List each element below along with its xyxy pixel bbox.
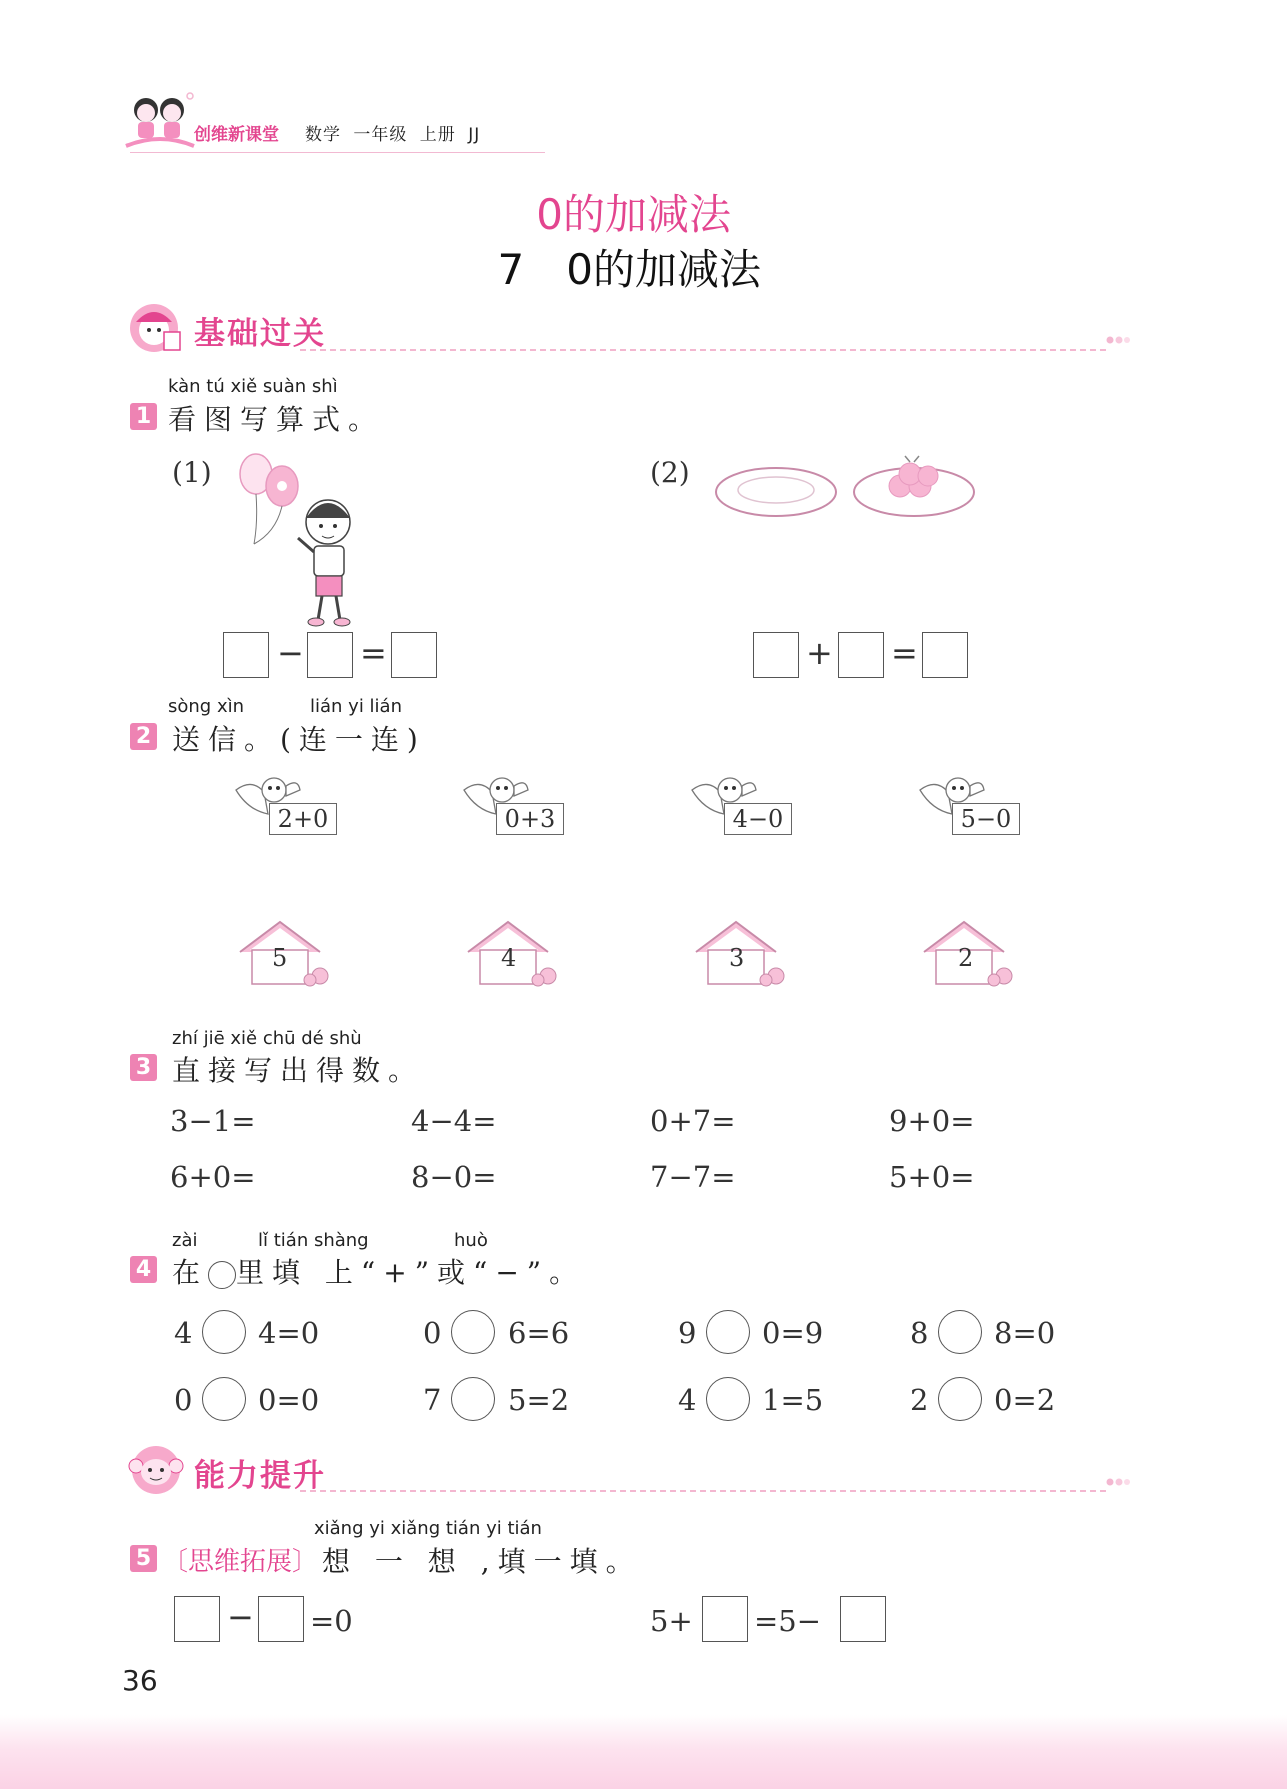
q4-right-expr: 0=2: [994, 1383, 1056, 1417]
q4-left-operand: 9: [678, 1316, 697, 1350]
q5-answer-box-3[interactable]: [702, 1596, 748, 1642]
house-number-3[interactable]: 3: [729, 944, 745, 972]
q4-left-operand: 4: [174, 1316, 193, 1350]
section-basic-divider: [300, 349, 1106, 351]
plates-with-peaches-picture: [714, 452, 978, 524]
q1-number-badge: 1: [130, 403, 157, 430]
q1-minus-sign: −: [277, 634, 304, 672]
q1-part1-label: (1): [172, 456, 212, 489]
q4-right-expr: 4=0: [258, 1316, 320, 1350]
envelope-2[interactable]: 0+3: [496, 803, 564, 835]
q4-left-operand: 0: [174, 1383, 193, 1417]
decor-dots-icon: [1106, 334, 1132, 346]
q3-expression[interactable]: 3−1=: [170, 1104, 256, 1138]
q2-pinyin-a: sòng xìn: [168, 696, 245, 717]
lesson-title: 7 0的加减法: [497, 245, 761, 294]
q5-equals-zero: =0: [310, 1604, 353, 1638]
q4-question-part-b: 里填 上“+”或“−”。: [236, 1256, 586, 1289]
q4-circle-glyph: [208, 1261, 236, 1289]
house-number-2[interactable]: 4: [501, 944, 517, 972]
monkey-mascot-icon: [128, 1444, 184, 1496]
q4-operator-circle[interactable]: [706, 1377, 750, 1421]
section-advanced-divider: [300, 1490, 1106, 1492]
q3-question: 直接写出得数。: [172, 1054, 425, 1087]
page-number: 36: [122, 1664, 158, 1697]
book-info: 数学 一年级 上册 JJ: [305, 125, 481, 145]
q4-question: [172, 1251, 585, 1291]
q4-left-operand: 8: [910, 1316, 929, 1350]
q1-plus-sign: +: [806, 634, 833, 672]
envelope-1[interactable]: 2+0: [269, 803, 337, 835]
q4-right-expr: 0=9: [762, 1316, 824, 1350]
house-number-1[interactable]: 5: [272, 944, 288, 972]
q1-equals-sign: =: [360, 634, 387, 672]
q4-right-expr: 0=0: [258, 1383, 320, 1417]
q1-part2-equals-sign: =: [891, 634, 918, 672]
q5-expr-left: 5+: [650, 1604, 693, 1638]
q4-pinyin-a: zài: [172, 1230, 198, 1251]
q3-number-badge: 3: [130, 1054, 157, 1081]
q3-expression[interactable]: 5+0=: [889, 1160, 975, 1194]
q5-pinyin: xiǎng yi xiǎng tián yi tián: [314, 1518, 542, 1539]
kids-mascot-logo: [124, 88, 196, 154]
q3-expression[interactable]: 6+0=: [170, 1160, 256, 1194]
q4-operator-circle[interactable]: [938, 1377, 982, 1421]
q4-operator-circle[interactable]: [202, 1310, 246, 1354]
q4-operator-circle[interactable]: [451, 1310, 495, 1354]
q1-pinyin: kàn tú xiě suàn shì: [168, 376, 338, 397]
q4-right-expr: 6=6: [508, 1316, 570, 1350]
q1-part2-answer-box-3[interactable]: [922, 632, 968, 678]
q2-question: 送信。(连一连): [172, 723, 426, 756]
q5-tag: 〔思维拓展〕: [162, 1547, 319, 1577]
section-advanced-title: 能力提升: [194, 1458, 326, 1494]
boy-with-balloons-picture: [236, 452, 376, 630]
q1-answer-box-3[interactable]: [391, 632, 437, 678]
decor-dots-icon: [1106, 1476, 1132, 1488]
q4-left-operand: 2: [910, 1383, 929, 1417]
q3-expression[interactable]: 4−4=: [411, 1104, 497, 1138]
q4-question-part-a: 在: [172, 1256, 209, 1289]
q3-expression[interactable]: 7−7=: [650, 1160, 736, 1194]
footer-band: [0, 1715, 1287, 1789]
q1-question: 看图写算式。: [168, 403, 385, 436]
q1-answer-box-1[interactable]: [223, 632, 269, 678]
q2-number-badge: 2: [130, 723, 157, 750]
q4-right-expr: 1=5: [762, 1383, 824, 1417]
q4-left-operand: 0: [423, 1316, 442, 1350]
q3-expression[interactable]: 9+0=: [889, 1104, 975, 1138]
unit-title: 0的加减法: [536, 190, 731, 239]
q5-question: 想 一 想 ,填一填。: [322, 1545, 642, 1578]
q4-right-expr: 8=0: [994, 1316, 1056, 1350]
q4-left-operand: 7: [423, 1383, 442, 1417]
envelope-4[interactable]: 5−0: [952, 803, 1020, 835]
brand-name: 创维新课堂: [194, 125, 279, 145]
q5-expr-right: =5−: [754, 1604, 822, 1638]
q3-expression[interactable]: 0+7=: [650, 1104, 736, 1138]
q3-pinyin: zhí jiē xiě chū dé shù: [172, 1028, 362, 1049]
q4-operator-circle[interactable]: [706, 1310, 750, 1354]
q5-minus-sign: −: [227, 1598, 254, 1636]
q1-part2-answer-box-2[interactable]: [838, 632, 884, 678]
house-number-4[interactable]: 2: [958, 944, 974, 972]
q4-right-expr: 5=2: [508, 1383, 570, 1417]
section-basic-title: 基础过关: [194, 316, 326, 352]
girl-mascot-icon: [128, 302, 184, 354]
q4-operator-circle[interactable]: [451, 1377, 495, 1421]
q5-number-badge: 5: [130, 1545, 157, 1572]
q5-answer-box-4[interactable]: [840, 1596, 886, 1642]
q4-pinyin-c: huò: [454, 1230, 488, 1251]
q4-number-badge: 4: [130, 1256, 157, 1283]
q1-part2-label: (2): [650, 456, 690, 489]
q4-left-operand: 4: [678, 1383, 697, 1417]
q3-expression[interactable]: 8−0=: [411, 1160, 497, 1194]
q5-answer-box-1[interactable]: [174, 1596, 220, 1642]
q4-pinyin-b: lǐ tián shàng: [258, 1230, 369, 1251]
envelope-3[interactable]: 4−0: [724, 803, 792, 835]
q1-answer-box-2[interactable]: [307, 632, 353, 678]
q5-answer-box-2[interactable]: [258, 1596, 304, 1642]
q1-part2-answer-box-1[interactable]: [753, 632, 799, 678]
q4-operator-circle[interactable]: [202, 1377, 246, 1421]
header-divider: [130, 152, 545, 153]
q2-pinyin-b: lián yi lián: [310, 696, 402, 717]
q4-operator-circle[interactable]: [938, 1310, 982, 1354]
